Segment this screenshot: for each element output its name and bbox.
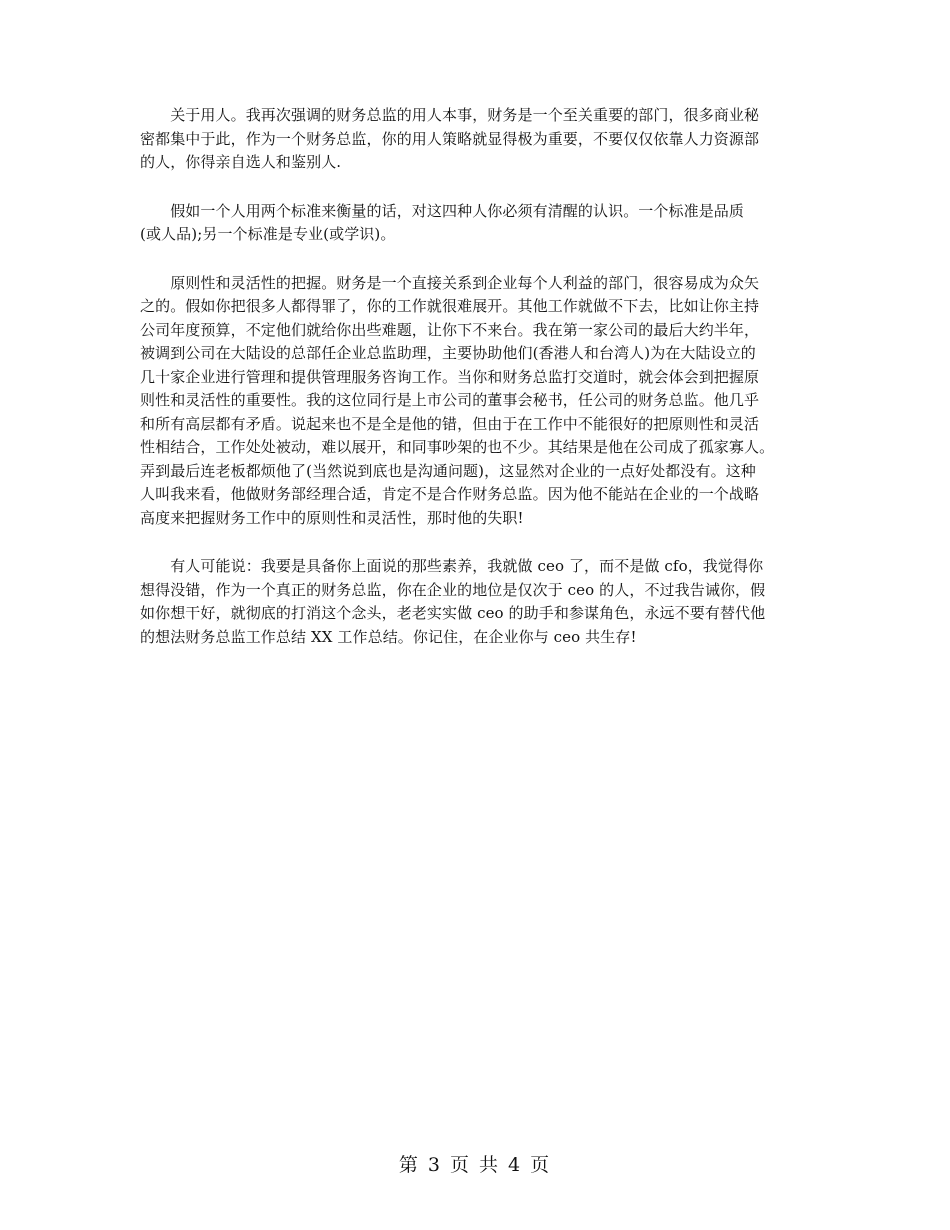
- paragraph-hiring: [140, 104, 820, 175]
- paragraph-standards: [140, 200, 820, 247]
- text-line: 则性和灵活性的重要性。我的这位同行是上市公司的董事会秘书，任公司的财务总监。他几乎: [140, 391, 760, 409]
- paragraph-principle-flexibility: [140, 272, 820, 531]
- text-line: 有人可能说：我要是具备你上面说的那些素养，我就做 ceo 了，而不是做 cfo，我觉得你: [140, 557, 764, 575]
- text-line: 关于用人。我再次强调的财务总监的用人本事，财务是一个至关重要的部门，很多商业秘: [140, 106, 760, 124]
- page-number: 第 3 页 共 4 页: [398, 1154, 552, 1176]
- text-line: 的想法财务总监工作总结 XX 工作总结。你记住，在企业你与 ceo 共生存!: [140, 627, 637, 646]
- text-line: 和所有高层都有矛盾。说起来也不是全是他的错，但由于在工作中不能很好的把原则性和灵活: [140, 414, 760, 433]
- text-line: 的人，你得亲自选人和鉴别人.: [140, 153, 342, 171]
- text-line: 密都集中于此，作为一个财务总监，你的用人策略就显得极为重要，不要仅仅依靠人力资源部: [140, 129, 760, 148]
- document-body: [140, 104, 820, 674]
- text-line: 之的。假如你把很多人都得罪了，你的工作就很难展开。其他工作就做不下去，比如让你主持: [140, 297, 760, 315]
- text-line: 想得没错，作为一个真正的财务总监，你在企业的地位是仅次于 ceo 的人，不过我告诫你，假: [140, 580, 766, 599]
- text-line: 公司年度预算，不定他们就给你出些难题，让你下不来台。我在第一家公司的最后大约半年，: [140, 320, 760, 339]
- text-line: 人叫我来看，他做财务部经理合适，肯定不是合作财务总监。因为他不能站在企业的一个战略: [140, 485, 760, 503]
- text-line: (或人品);另一个标准是专业(或学识)。: [140, 225, 396, 243]
- text-line: 几十家企业进行管理和提供管理服务咨询工作。当你和财务总监打交道时，就会体会到把握原: [140, 367, 760, 386]
- text-line: 被调到公司在大陆设的总部任企业总监助理，主要协助他们(香港人和台湾人)为在大陆设立的: [140, 344, 756, 362]
- text-line: 性相结合，工作处处被动，难以展开，和同事吵架的也不少。其结果是他在公司成了孤家寡人。: [140, 438, 775, 456]
- text-line: 假如一个人用两个标准来衡量的话，对这四种人你必须有清醒的认识。一个标准是品质: [140, 201, 745, 220]
- text-line: 如你想干好，就彻底的打消这个念头，老老实实做 ceo 的助手和参谋角色，永远不要有替代他: [140, 604, 766, 622]
- paragraph-ceo-relationship: [140, 555, 820, 649]
- text-line: 高度来把握财务工作中的原则性和灵活性，那时他的失职!: [140, 508, 524, 527]
- text-line: 弄到最后连老板都烦他了(当然说到底也是沟通问题)，这显然对企业的一点好处都没有。这种: [140, 461, 756, 480]
- text-line: 原则性和灵活性的把握。财务是一个直接关系到企业每个人利益的部门，很容易成为众矢: [140, 273, 760, 292]
